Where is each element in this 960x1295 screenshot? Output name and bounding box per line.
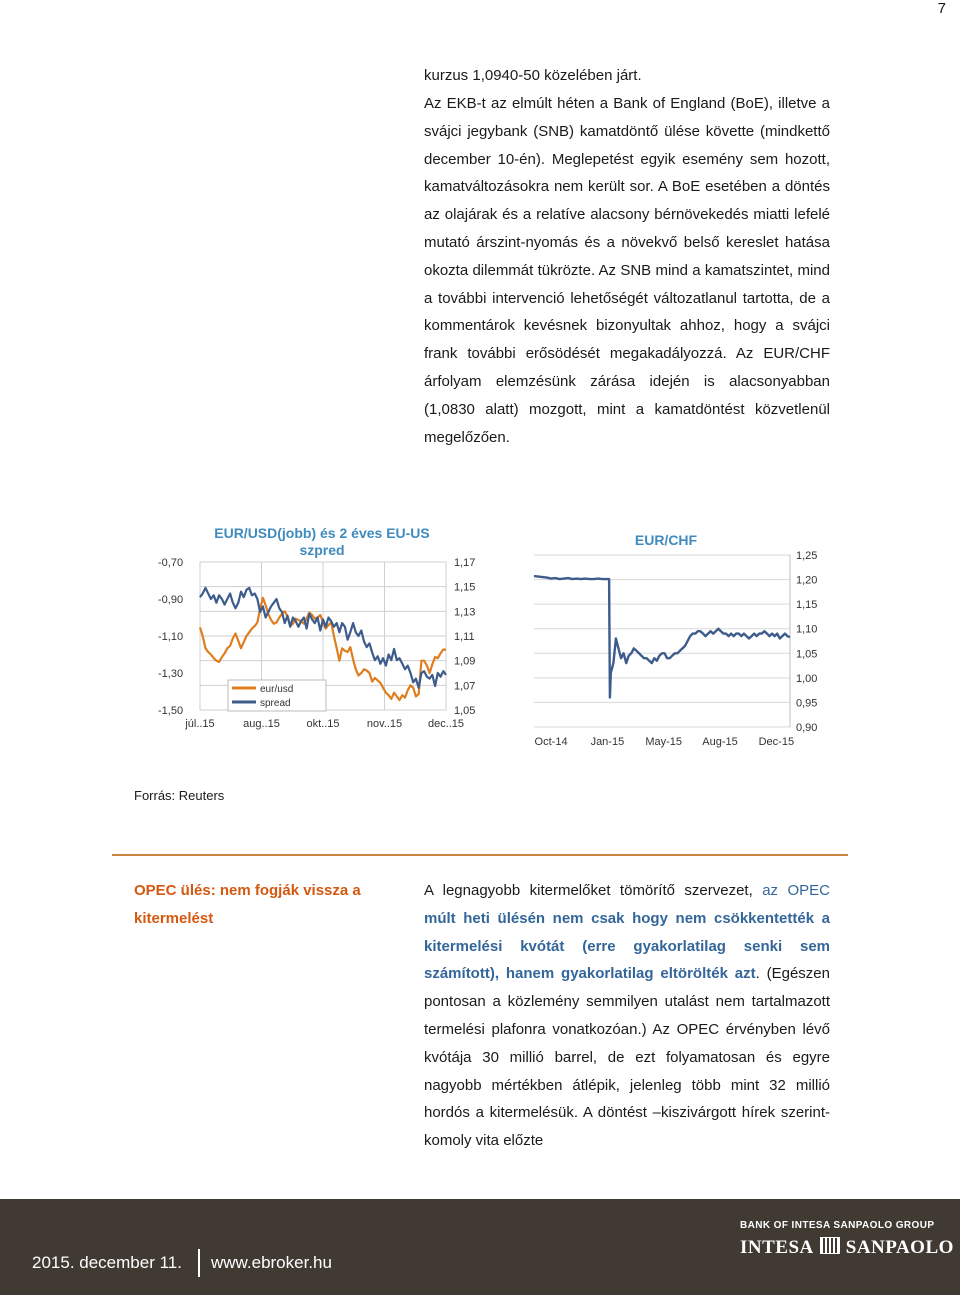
footer-separator <box>198 1249 200 1277</box>
footer-website-link[interactable]: www.ebroker.hu <box>211 1253 332 1272</box>
section-divider <box>112 854 848 856</box>
chart1-right-ticks <box>454 557 475 717</box>
chart2-y-tick: 1,15 <box>796 599 818 612</box>
chart1-left-tick: -0,70 <box>158 557 184 569</box>
chart1-x-tick: dec..15 <box>427 718 465 730</box>
chart1-right-tick: 1,17 <box>454 557 476 569</box>
chart2-y-tick: 1,00 <box>796 672 818 685</box>
chart2-x-tick: May-15 <box>645 736 683 748</box>
chart2-y-ticks <box>796 550 817 734</box>
footer-brand-logo <box>740 1237 954 1259</box>
chart2-x-tick: Jan-15 <box>590 736 625 748</box>
chart1-legend <box>228 680 326 711</box>
chart2-y-tick: 1,20 <box>796 574 818 587</box>
chart2-series-eurchf <box>534 576 790 697</box>
chart2-y-tick: 1,25 <box>796 550 818 562</box>
opec-paragraph <box>424 877 830 1155</box>
chart1-x-ticks <box>184 718 464 730</box>
chart2-y-tick: 1,10 <box>796 623 818 636</box>
chart2-y-tick: 1,05 <box>796 648 818 661</box>
opec-rest: . (Egészen pontosan a közlemény semmilyen utalást nem tartalmazott termelési plafonra vonatkozóan.) Az OPEC érvényben lévő kvótája 30 millió barrel, de ezt folyamatosan és egyre nagyobb mértékben átlépik, jelenleg több mint 32 millió hordós a kitermelésük. A döntést –kiszivárgott hírek szerint- komoly vita előzte <box>424 965 830 1150</box>
opec-bold-text: múlt heti ülésén nem csak hogy nem csökkentették a kitermelési kvótát (erre gyakorlatilag senki sem számított), hanem gyakorlatilag eltörölték azt <box>424 909 830 983</box>
chart2-x-ticks <box>535 736 795 748</box>
chart2-grid <box>534 555 790 727</box>
brand-left: INTESA <box>740 1237 814 1258</box>
chart1-legend-eurusd: eur/usd <box>260 684 294 695</box>
chart2-x-tick: Oct-14 <box>534 736 568 748</box>
chart2-lines <box>534 576 790 697</box>
chart1-x-tick: okt..15 <box>306 718 340 730</box>
opec-section-title: OPEC ülés: nem fogják vissza a kitermelést <box>134 882 361 927</box>
opec-highlight: az OPEC <box>762 882 830 899</box>
chart1-legend-spread: spread <box>260 698 291 709</box>
chart1-right-tick: 1,11 <box>454 631 475 643</box>
chart2-y-tick: 0,95 <box>796 697 818 710</box>
chart-eurchf <box>520 515 840 750</box>
footer <box>0 1199 960 1295</box>
brand-mark-icon <box>820 1237 840 1254</box>
source-note: Forrás: Reuters <box>134 788 225 803</box>
chart1-x-tick: júl..15 <box>185 718 215 730</box>
chart1-left-tick: -0,90 <box>158 594 184 606</box>
chart1-left-tick: -1,10 <box>158 631 184 643</box>
footer-date: 2015. december 11. <box>32 1253 182 1272</box>
footer-group-name: BANK OF INTESA SANPAOLO GROUP <box>740 1220 935 1231</box>
opec-intro: A legnagyobb kitermelőket tömörítő szervezet, <box>424 882 763 899</box>
chart1-title-line1: EUR/USD(jobb) és 2 éves EU-US <box>214 525 430 541</box>
chart1-right-tick: 1,13 <box>454 606 476 619</box>
chart1-title-line2: szpred <box>299 542 345 558</box>
chart1-x-tick: aug..15 <box>243 718 280 730</box>
chart2-y-tick: 0,90 <box>796 722 818 734</box>
chart1-right-tick: 1,09 <box>454 655 476 668</box>
page-number: 7 <box>937 0 946 17</box>
chart1-right-tick: 1,15 <box>454 581 476 594</box>
chart2-title: EUR/CHF <box>634 532 698 548</box>
chart-eurusd-spread <box>150 515 480 740</box>
paragraph-1: kurzus 1,0940-50 közelében járt. <box>424 67 642 84</box>
chart1-right-tick: 1,07 <box>454 680 476 693</box>
chart1-left-tick: -1,30 <box>158 668 184 680</box>
chart1-left-ticks <box>158 557 183 717</box>
chart2-x-tick: Aug-15 <box>702 736 738 748</box>
chart2-x-tick: Dec-15 <box>758 736 795 748</box>
chart1-x-tick: nov..15 <box>366 718 403 730</box>
paragraph-2: Az EKB-t az elmúlt héten a Bank of England (BoE), illetve a svájci jegybank (SNB) kamatdöntő ülése követte (mindkettő december 10-én). Meglepetést egyik esemény sem hozott, kamatváltozásokra nem került sor. A BoE esetében a döntés az olajárak és a relatíve alacsony bérnövekedés miatti lefelé mutató árszint-nyomás és a növekvő belső kereslet hatása okozta dilemmát tükrözte. Az SNB mind a kamatszintet, mind a további intervenció lehetőségét változatlanul tartotta, de a kommentárok kevésnek bizonyultak ahhoz, hogy a svájci frank további erősödését megakadályozzá. Az EUR/CHF árfolyam elemzésünk zárása idején is alacsonyabban (1,0830 alatt) mozgott, mint a kamatdöntést közvetlenül megelőzően. <box>424 95 830 446</box>
chart1-left-tick: -1,50 <box>158 705 184 717</box>
chart1-right-tick: 1,05 <box>454 705 476 717</box>
brand-right: SANPAOLO <box>845 1237 954 1258</box>
